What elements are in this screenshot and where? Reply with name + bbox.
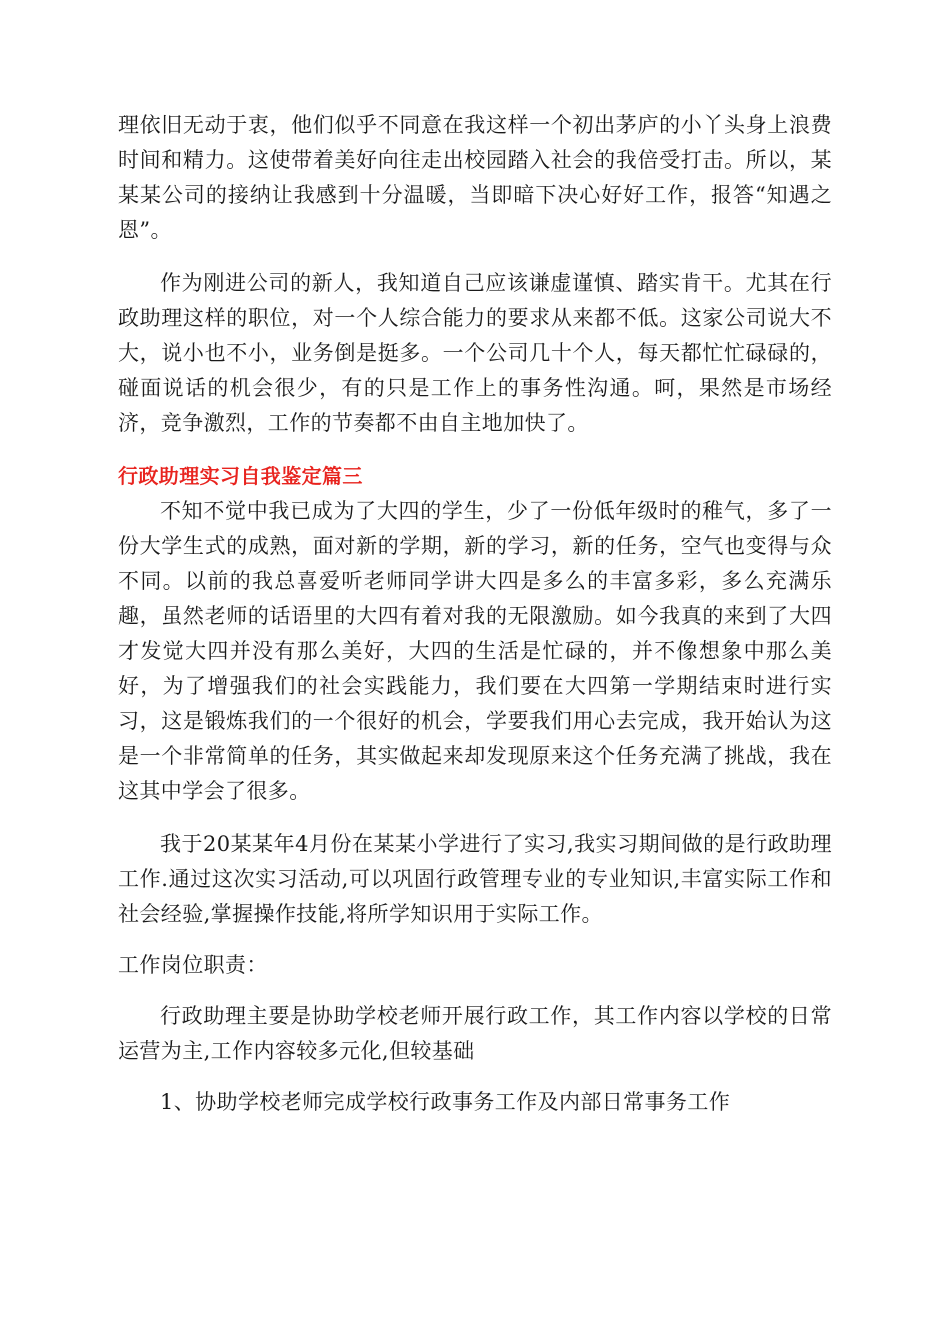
paragraph-1: 理依旧无动于衷，他们似乎不同意在我这样一个初出茅庐的小丫头身上浪费时间和精力。这使带着美好向往走出校园踏入社会的我倍受打击。所以，某某某公司的接纳让我感到十分温暖，当即暗下决心好好工作，报答“知遇之恩”。 (118, 113, 832, 242)
section-heading: 行政助理实习自我鉴定篇三 (118, 464, 363, 488)
paragraph-3: 不知不觉中我已成为了大四的学生，少了一份低年级时的稚气，多了一份大学生式的成熟，面对新的学期，新的学习，新的任务，空气也变得与众不同。以前的我总喜爱听老师同学讲大四是多么的丰富多彩，多么充满乐趣，虽然老师的话语里的大四有着对我的无限激励。如今我真的来到了大四才发觉大四并没有那么美好，大四的生活是忙碌的，并不像想象中那么美好，为了增强我们的社会实践能力，我们要在大四第一学期结束时进行实习，这是锻炼我们的一个很好的机会，学要我们用心去完成，我开始认为这是一个非常简单的任务，其实做起来却发现原来这个任务充满了挑战，我在这其中学会了很多。 (118, 499, 832, 803)
paragraph-6: 行政助理主要是协助学校老师开展行政工作，其工作内容以学校的日常运营为主,工作内容较多元化,但较基础 (118, 1004, 832, 1063)
list-item-1: 1、协助学校老师完成学校行政事务工作及内部日常事务工作 (160, 1090, 731, 1114)
paragraph-2: 作为刚进公司的新人，我知道自己应该谦虚谨慎、踏实肯干。尤其在行政助理这样的职位，对一个人综合能力的要求从来都不低。这家公司说大不大，说小也不小，业务倒是挺多。一个公司几十个人，每天都忙忙碌碌的，碰面说话的机会很少，有的只是工作上的事务性沟通。呵，果然是市场经济，竞争激烈，工作的节奏都不由自主地加快了。 (118, 271, 832, 435)
paragraph-5: 工作岗位职责： (118, 953, 268, 977)
paragraph-4: 我于20某某年4月份在某某小学进行了实习,我实习期间做的是行政助理工作.通过这次实习活动,可以巩固行政管理专业的专业知识,丰富实际工作和社会经验,掌握操作技能,将所学知识用于实际工作。 (118, 832, 832, 926)
document-page (118, 108, 832, 1120)
